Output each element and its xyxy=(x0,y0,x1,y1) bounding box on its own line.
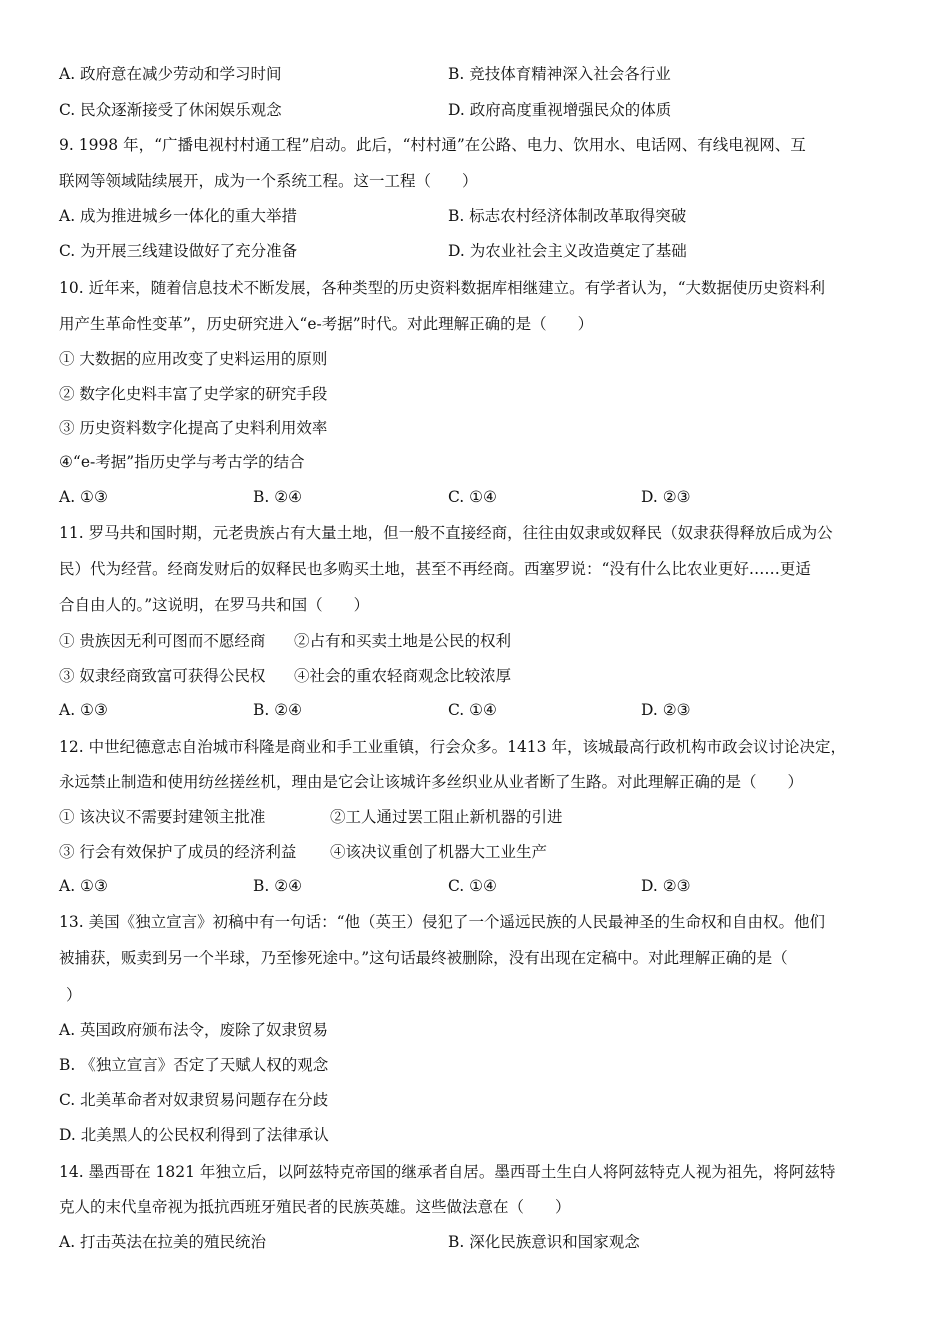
q9-stem-line2: 联网等领域陆续展开，成为一个系统工程。这一工程（ ） xyxy=(59,172,478,190)
q9-option-a: A. 成为推进城乡一体化的重大举措 xyxy=(59,207,298,225)
q13-option-d: D. 北美黑人的公民权利得到了法律承认 xyxy=(59,1126,329,1144)
q12-option-b: B. ②④ xyxy=(253,877,303,895)
q10-statement-1: ① 大数据的应用改变了史料运用的原则 xyxy=(59,350,328,368)
q10-option-d: D. ②③ xyxy=(641,488,691,506)
q10-option-a: A. ①③ xyxy=(59,488,108,506)
q12-option-a: A. ①③ xyxy=(59,877,108,895)
q8-option-d: D. 政府高度重视增强民众的体质 xyxy=(448,101,672,119)
q13-stem-line1: 13. 美国《独立宣言》初稿中有一句话：“他（英王）侵犯了一个遥远民族的人民最神圣的生命权和自由权。他们 xyxy=(59,913,826,931)
q14-stem-line1: 14. 墨西哥在 1821 年独立后，以阿兹特克帝国的继承者自居。墨西哥土生白人将阿兹特克人视为祖先，将阿兹特 xyxy=(59,1163,836,1181)
q10-statement-3: ③ 历史资料数字化提高了史料利用效率 xyxy=(59,419,328,437)
q11-option-a: A. ①③ xyxy=(59,701,108,719)
q10-option-c: C. ①④ xyxy=(448,488,497,506)
q11-stem-line2: 民）代为经营。经商发财后的奴释民也多购买土地，甚至不再经商。西塞罗说：“没有什么比农业更好……更适 xyxy=(59,560,811,578)
q13-stem-line3: ） xyxy=(66,986,82,1004)
q13-option-b: B. 《独立宣言》否定了天赋人权的观念 xyxy=(59,1056,329,1074)
q9-option-b: B. 标志农村经济体制改革取得突破 xyxy=(448,207,687,225)
q12-statement-3: ③ 行会有效保护了成员的经济利益 xyxy=(59,843,297,861)
q13-option-c: C. 北美革命者对奴隶贸易问题存在分歧 xyxy=(59,1091,329,1109)
q12-statement-2: ②工人通过罢工阻止新机器的引进 xyxy=(330,808,563,826)
q10-stem-line1: 10. 近年来，随着信息技术不断发展，各种类型的历史资料数据库相继建立。有学者认为，“大数据使历史资料利 xyxy=(59,279,826,297)
q12-stem-line2: 永远禁止制造和使用纺丝搓丝机，理由是它会让该城许多丝织业从业者断了生路。对此理解正确的是（ ） xyxy=(59,773,804,791)
q8-option-a: A. 政府意在减少劳动和学习时间 xyxy=(59,65,282,83)
q14-stem-line2: 克人的末代皇帝视为抵抗西班牙殖民者的民族英雄。这些做法意在（ ） xyxy=(59,1198,571,1216)
q8-option-b: B. 竞技体育精神深入社会各行业 xyxy=(448,65,671,83)
q12-option-c: C. ①④ xyxy=(448,877,497,895)
q10-statement-2: ② 数字化史料丰富了史学家的研究手段 xyxy=(59,385,328,403)
q12-stem-line1: 12. 中世纪德意志自治城市科隆是商业和手工业重镇，行会众多。1413 年，该城最高行政机构市政会议讨论决定， xyxy=(59,738,846,756)
q11-stem-line1: 11. 罗马共和国时期，元老贵族占有大量土地，但一般不直接经商，往往由奴隶或奴释民（奴隶获得释放后成为公 xyxy=(59,524,833,542)
q8-option-c: C. 民众逐渐接受了休闲娱乐观念 xyxy=(59,101,282,119)
q13-option-a: A. 英国政府颁布法令，废除了奴隶贸易 xyxy=(59,1021,329,1039)
q11-statement-4: ④社会的重农轻商观念比较浓厚 xyxy=(294,667,512,685)
q11-statement-3: ③ 奴隶经商致富可获得公民权 xyxy=(59,667,266,685)
q11-stem-line3: 合自由人的。”这说明，在罗马共和国（ ） xyxy=(59,596,370,614)
q11-option-b: B. ②④ xyxy=(253,701,303,719)
q13-stem-line2: 被捕获，贩卖到另一个半球，乃至惨死途中。”这句话最终被删除，没有出现在定稿中。对此理解正确的是（ xyxy=(59,949,788,967)
q14-option-b: B. 深化民族意识和国家观念 xyxy=(448,1233,640,1251)
q9-stem-line1: 9. 1998 年，“广播电视村村通工程”启动。此后，“村村通”在公路、电力、饮用水、电话网、有线电视网、互 xyxy=(59,136,806,154)
q12-statement-4: ④该决议重创了机器大工业生产 xyxy=(330,843,548,861)
q10-stem-line2: 用产生革命性变革”，历史研究进入“e-考据”时代。对此理解正确的是（ ） xyxy=(59,315,594,333)
q14-option-a: A. 打击英法在拉美的殖民统治 xyxy=(59,1233,267,1251)
q11-option-c: C. ①④ xyxy=(448,701,497,719)
q9-option-c: C. 为开展三线建设做好了充分准备 xyxy=(59,242,298,260)
q11-statement-2: ②占有和买卖土地是公民的权利 xyxy=(294,632,512,650)
q10-statement-4: ④“e-考据”指历史学与考古学的结合 xyxy=(59,453,305,471)
q10-option-b: B. ②④ xyxy=(253,488,303,506)
q9-option-d: D. 为农业社会主义改造奠定了基础 xyxy=(448,242,687,260)
q11-statement-1: ① 贵族因无利可图而不愿经商 xyxy=(59,632,266,650)
q12-option-d: D. ②③ xyxy=(641,877,691,895)
q12-statement-1: ① 该决议不需要封建领主批准 xyxy=(59,808,266,826)
q11-option-d: D. ②③ xyxy=(641,701,691,719)
